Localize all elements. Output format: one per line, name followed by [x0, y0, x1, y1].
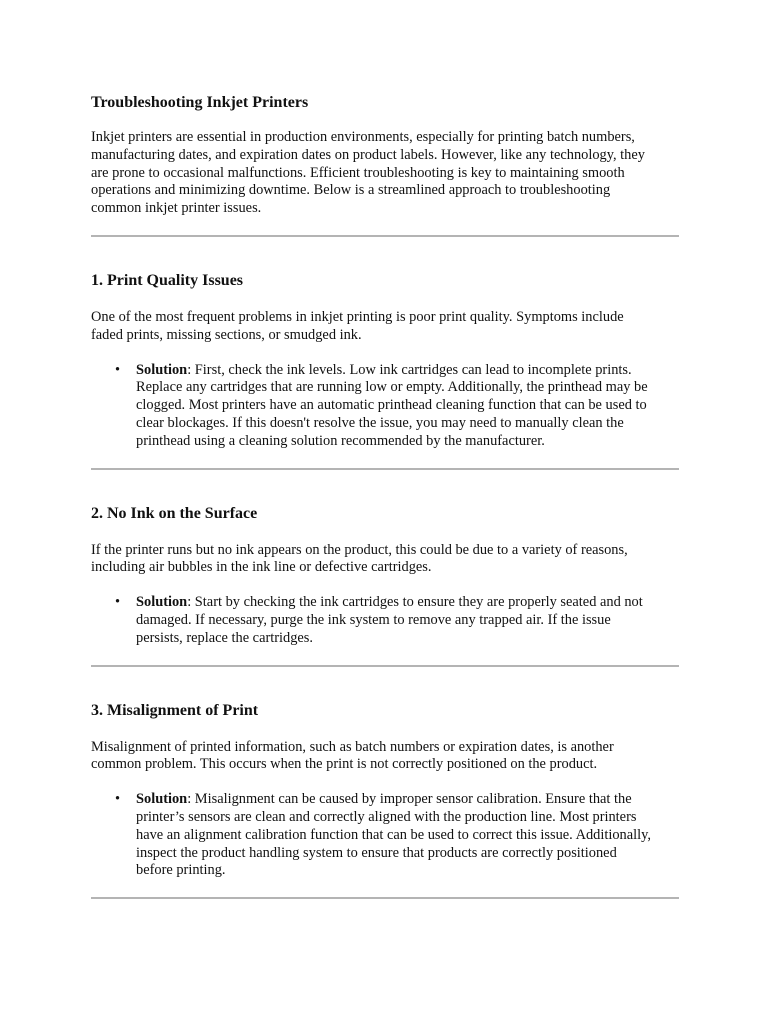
intro-line: operations and minimizing downtime. Below is a streamlined approach to troubleshooting [91, 182, 611, 199]
document [91, 93, 679, 899]
section-heading: 2. No Ink on the Surface [91, 504, 258, 522]
solution-line: printer’s sensors are clean and correctly aligned with the production line. Most printers [136, 808, 637, 825]
solution-line [136, 791, 679, 809]
solution-label: Solution [136, 791, 188, 808]
section-line: common problem. This occurs when the print is not correctly positioned on the product. [91, 756, 598, 773]
solution-label: Solution [136, 361, 188, 378]
solution-line: damaged. If necessary, purge the ink system to remove any trapped air. If the issue [136, 611, 611, 628]
solution-item [91, 362, 679, 451]
solution-line: have an alignment calibration function that can be used to correct this issue. Additionally, [136, 826, 651, 843]
section-line: Misalignment of printed information, such as batch numbers or expiration dates, is another [91, 738, 614, 755]
solution-line: printhead using a cleaning solution recommended by the manufacturer. [136, 432, 545, 449]
solution-line: clogged. Most printers have an automatic printhead cleaning function that can be used to [136, 397, 647, 414]
section-divider [91, 897, 679, 899]
solution-list [91, 594, 679, 647]
solution-line [136, 362, 679, 380]
solution-line: persists, replace the cartridges. [136, 629, 314, 646]
bullet-icon: • [115, 791, 121, 808]
solution-line: clear blockages. If this doesn't resolve the issue, you may need to manually clean the [136, 414, 624, 431]
intro-line: are prone to occasional malfunctions. Efficient troubleshooting is key to maintaining smooth [91, 164, 625, 181]
section-paragraph [91, 542, 679, 578]
solution-text: : Start by checking the ink cartridges to ensure they are properly seated and not [187, 594, 643, 611]
solution-line: inspect the product handling system to ensure that products are correctly positioned [136, 844, 617, 861]
bullet-icon: • [115, 361, 121, 378]
section-divider [91, 468, 679, 470]
solution-text: : First, check the ink levels. Low ink cartridges can lead to incomplete prints. [187, 361, 632, 378]
section-misalignment [91, 701, 679, 900]
section-no-ink [91, 504, 679, 667]
section-divider [91, 665, 679, 667]
solution-item [91, 791, 679, 880]
intro-line: common inkjet printer issues. [91, 200, 262, 217]
section-paragraph [91, 739, 679, 775]
intro-line: manufacturing dates, and expiration dates on product labels. However, like any technology, they [91, 146, 645, 163]
section-divider [91, 235, 679, 237]
section-line: If the printer runs but no ink appears on the product, this could be due to a variety of reasons, [91, 541, 628, 558]
section-line: including air bubbles in the ink line or defective cartridges. [91, 559, 432, 576]
solution-item [91, 594, 679, 647]
section-line: One of the most frequent problems in inkjet printing is poor print quality. Symptoms include [91, 308, 624, 325]
section-paragraph [91, 309, 679, 345]
section-heading: 3. Misalignment of Print [91, 701, 259, 719]
solution-list [91, 362, 679, 451]
section-print-quality [91, 271, 679, 470]
bullet-icon: • [115, 594, 121, 611]
solution-line: Replace any cartridges that are running low or empty. Additionally, the printhead may be [136, 379, 648, 396]
solution-list [91, 791, 679, 880]
intro-line: Inkjet printers are essential in production environments, especially for printing batch numbers, [91, 129, 635, 145]
solution-label: Solution [136, 594, 188, 611]
section-heading: 1. Print Quality Issues [91, 271, 244, 289]
solution-text: : Misalignment can be caused by improper sensor calibration. Ensure that the [187, 791, 632, 808]
document-title: Troubleshooting Inkjet Printers [91, 94, 309, 111]
solution-line [136, 594, 679, 612]
section-line: faded prints, missing sections, or smudged ink. [91, 326, 362, 343]
solution-line: before printing. [136, 862, 226, 879]
intro-paragraph [91, 129, 679, 218]
